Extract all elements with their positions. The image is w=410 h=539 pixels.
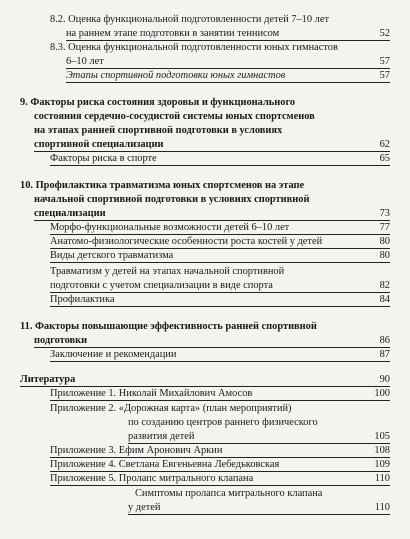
toc-leader <box>50 485 390 486</box>
toc-appendix-2-line2: по созданию центров раннего физического <box>128 417 318 428</box>
toc-page-number: 65 <box>379 153 390 164</box>
toc-page-number: 110 <box>374 473 390 484</box>
toc-page-number: 109 <box>374 459 390 470</box>
toc-chapter-10-line3: специализации <box>34 208 106 219</box>
toc-chapter-9-line3: на этапах ранней спортивной подготовки в условиях <box>34 125 283 136</box>
toc-appendix-5: Приложение 5. Пролапс митрального клапана <box>50 473 254 484</box>
toc-conclusion: Заключение и рекомендации <box>50 349 177 360</box>
toc-symptoms-line2: у детей <box>128 502 161 513</box>
toc-page-number: 87 <box>379 349 390 360</box>
toc-page-number: 77 <box>379 222 390 233</box>
toc-appendix-4: Приложение 4. Светлана Евгеньевна Лебедьковская <box>50 459 280 470</box>
toc-page-number: 82 <box>379 280 390 291</box>
toc-page-number: 110 <box>374 502 390 513</box>
toc-chapter-11-line1: 11. Факторы повышающие эффективность ранней спортивной <box>20 321 317 332</box>
toc-leader <box>50 306 390 307</box>
toc-page-number: 52 <box>379 28 390 39</box>
toc-leader <box>50 248 390 249</box>
toc-leader <box>34 347 390 348</box>
toc-8-3-line2: 6–10 лет <box>66 56 104 67</box>
toc-leader <box>50 457 390 458</box>
toc-risk-factors: Факторы риска в спорте <box>50 153 157 164</box>
toc-page-number: 105 <box>374 431 390 442</box>
toc-leader <box>20 386 390 387</box>
toc-trauma-line2: подготовки с учетом специализации в виде спорта <box>50 280 273 291</box>
toc-injury-types: Виды детского травматизма <box>50 250 174 261</box>
toc-page-number: 73 <box>379 208 390 219</box>
toc-8-2-line1: 8.2. Оценка функциональной подготовленности детей 7–10 лет <box>50 14 329 25</box>
toc-page-number: 57 <box>379 70 390 81</box>
toc-leader <box>34 151 390 152</box>
toc-literature: Литература <box>20 374 76 385</box>
toc-leader <box>128 443 390 444</box>
toc-leader <box>50 400 390 401</box>
toc-leader <box>128 514 390 515</box>
toc-page-number: 108 <box>374 445 390 456</box>
toc-page-number: 86 <box>379 335 390 346</box>
toc-anatomy: Анатомо-физиологические особенности роста костей у детей <box>50 236 323 247</box>
toc-symptoms-line1: Симптомы пролапса митрального клапана <box>135 488 323 499</box>
toc-page-number: 80 <box>379 250 390 261</box>
toc-page-number: 80 <box>379 236 390 247</box>
toc-chapter-10-line2: начальной спортивной подготовки в условиях спортивной <box>34 194 310 205</box>
toc-chapter-11-line2: подготовки <box>34 335 88 346</box>
toc-leader <box>50 292 390 293</box>
toc-appendix-3: Приложение 3. Ефим Аронович Аркин <box>50 445 223 456</box>
toc-leader <box>66 68 390 69</box>
toc-appendix-1: Приложение 1. Николай Михайлович Амосов <box>50 388 253 399</box>
toc-leader <box>50 471 390 472</box>
toc-stages: Этапы спортивной подготовки юных гимнастов <box>66 70 286 81</box>
toc-8-3-line1: 8.3. Оценка функциональной подготовленности юных гимнастов <box>50 42 338 53</box>
toc-page-number: 100 <box>374 388 390 399</box>
toc-chapter-9-line1: 9. Факторы риска состояния здоровья и функционального <box>20 97 296 108</box>
toc-leader <box>50 165 390 166</box>
toc-chapter-9-line2: состояния сердечно-сосудистой системы юных спортсменов <box>34 111 315 122</box>
toc-page-number: 57 <box>379 56 390 67</box>
toc-morpho: Морфо-функциональные возможности детей 6–10 лет <box>50 222 290 233</box>
toc-8-2-line2: на раннем этапе подготовки в занятии теннисом <box>66 28 280 39</box>
toc-trauma-line1: Травматизм у детей на этапах начальной спортивной <box>50 266 285 277</box>
toc-leader <box>66 82 390 83</box>
toc-appendix-2-line3: развития детей <box>128 431 195 442</box>
toc-prophylaxis: Профилактика <box>50 294 115 305</box>
toc-leader <box>50 361 390 362</box>
toc-page-number: 62 <box>379 139 390 150</box>
toc-leader <box>50 262 390 263</box>
toc-leader <box>66 40 390 41</box>
toc-page-number: 90 <box>379 374 390 385</box>
toc-leader <box>50 234 390 235</box>
toc-leader <box>34 220 390 221</box>
toc-chapter-9-line4: спортивной специализации <box>34 139 164 150</box>
toc-page-number: 84 <box>379 294 390 305</box>
toc-chapter-10-line1: 10. Профилактика травматизма юных спортсменов на этапе <box>20 180 305 191</box>
toc-appendix-2-line1: Приложение 2. «Дорожная карта» (план мероприятий) <box>50 403 292 414</box>
